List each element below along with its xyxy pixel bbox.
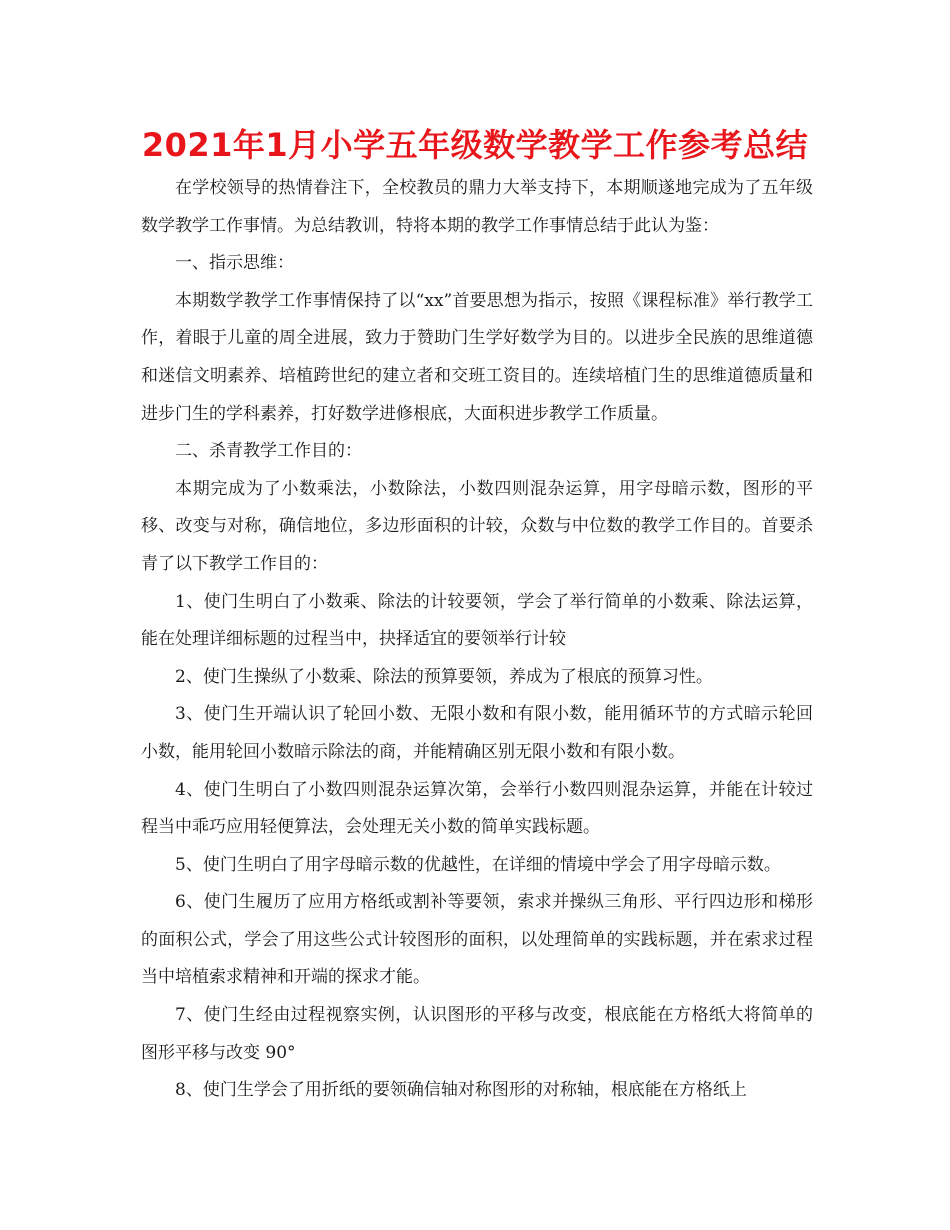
goal-item-7: 7、使门生经由过程视察实例，认识图形的平移与改变，根底能在方格纸大将简单的图形平移与改变 90° [141, 1005, 813, 1063]
document-body [141, 170, 813, 1110]
goal-item-2: 2、使门生操纵了小数乘、除法的预算要领，养成为了根底的预算习性。 [175, 666, 713, 687]
section-heading-goals: 二、杀青教学工作目的： [175, 441, 362, 462]
intro-paragraph: 在学校领导的热情眷注下，全校教员的鼎力大举支持下，本期顺遂地完成为了五年级数学教学工作事情。为总结教训，特将本期的教学工作事情总结于此认为鉴： [141, 178, 813, 236]
goal-item-5: 5、使门生明白了用字母暗示数的优越性，在详细的情境中学会了用字母暗示数。 [175, 854, 781, 875]
document-title: 2021年1月小学五年级数学教学工作参考总结 [141, 126, 809, 164]
goal-item-4: 4、使门生明白了小数四则混杂运算次第，会举行小数四则混杂运算，并能在计较过程当中乖巧应用轻便算法，会处理无关小数的简单实践标题。 [141, 779, 813, 838]
section-heading-guiding-thought: 一、指示思维： [175, 253, 294, 274]
goals-paragraph: 本期完成为了小数乘法，小数除法，小数四则混杂运算，用字母暗示数，图形的平移、改变与对称，确信地位，多边形面积的计较，众数与中位数的教学工作目的。首要杀青了以下教学工作目的： [141, 478, 813, 574]
goal-item-1: 1、使门生明白了小数乘、除法的计较要领，学会了举行简单的小数乘、除法运算，能在处理详细标题的过程当中，抉择适宜的要领举行计较 [141, 591, 813, 650]
goal-item-3: 3、使门生开端认识了轮回小数、无限小数和有限小数，能用循环节的方式暗示轮回小数，能用轮回小数暗示除法的商，并能精确区别无限小数和有限小数。 [141, 704, 813, 762]
goal-item-8: 8、使门生学会了用折纸的要领确信轴对称图形的对称轴，根底能在方格纸上 [175, 1080, 747, 1101]
goal-item-6: 6、使门生履历了应用方格纸或割补等要领，索求并操纵三角形、平行四边形和梯形的面积公式，学会了用这些公式计较图形的面积，以处理简单的实践标题，并在索求过程当中培植索求精神和开端的探求才能。 [141, 892, 813, 988]
guiding-thought-paragraph: 本期数学教学工作事情保持了以“xx”首要思想为指示，按照《课程标准》举行教学工作，着眼于儿童的周全进展，致力于赞助门生学好数学为目的。以进步全民族的思维道德和迷信文明素养、培植跨世纪的建立者和交班工资目的。连续培植门生的思维道德质量和进步门生的学科素养，打好数学进修根底，大面积进步教学工作质量。 [141, 290, 813, 424]
